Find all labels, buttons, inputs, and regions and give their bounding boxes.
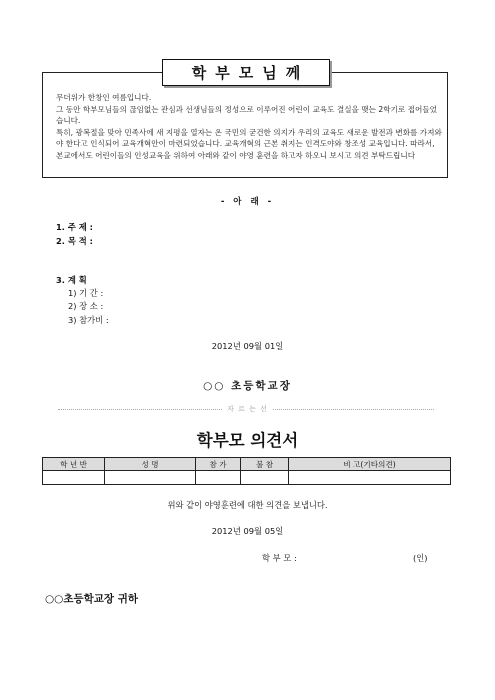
notice-title: 학부모님께: [162, 59, 330, 86]
absent-cell[interactable]: [241, 471, 289, 485]
cut-line-label: [0, 404, 495, 414]
notice-paragraph-1: 무더위가 한창인 여름입니다.: [56, 93, 152, 102]
remarks-cell[interactable]: [289, 471, 451, 485]
plan-label: 3. 계 획: [56, 275, 87, 285]
grade-class-cell[interactable]: [43, 471, 105, 485]
col-absent: 불 참: [241, 458, 289, 471]
purpose-label: 2. 목 적 :: [56, 236, 93, 246]
place-label: 2) 장 소 :: [68, 301, 104, 311]
form-title: 학부모 의견서: [196, 431, 299, 450]
fee-label: 3) 참가비 :: [68, 315, 109, 325]
col-remarks: 비 고(기타의견): [289, 458, 451, 471]
cut-line-text: 자 르 는 선: [223, 405, 272, 413]
col-name: 성 명: [105, 458, 196, 471]
below-heading: - 아 래 -: [220, 197, 275, 207]
name-cell[interactable]: [105, 471, 196, 485]
seal-mark: (인): [413, 553, 428, 563]
form-date: 2012년 09월 05일: [211, 526, 284, 536]
subject-label: 1. 주 제 :: [56, 222, 93, 232]
addressee: ○○초등학교장 귀하: [45, 593, 138, 605]
issue-date: 2012년 09월 01일: [211, 341, 284, 351]
attend-cell[interactable]: [196, 471, 241, 485]
principal-name: ○○ 초등학교장: [203, 380, 292, 392]
notice-paragraph-3: 특히, 광복절을 맞아 민족사에 새 지평을 열자는 온 국민의 굳건한 의지가 우리의 교육도 새로운 발전과 변화를 가져와야 한다고 인식되어 교육개혁안이 마련되었습니다. 교육개혁의 근본 취지는 인격도야와 창조성 교육입니다. 따라서, 본교에서도 어린이들의 인성교육을 위하여 아래와 같이 야영 훈련을 하고자 하오니 보시고 의견 부탁드립니다: [56, 127, 442, 160]
notice-paragraph-2: 그 동안 학부모님들의 끊임없는 관심과 선생님들의 정성으로 이루어진 어린이 교육도 결실을 맺는 2학기로 접어들었습니다.: [56, 104, 437, 126]
opinion-header-row: [43, 458, 451, 471]
opinion-input-row: [43, 471, 451, 485]
opinion-table: [42, 457, 451, 485]
send-statement: 위와 같이 야영훈련에 대한 의견을 보냅니다.: [167, 500, 328, 510]
parent-signature-label: 학 부 모 :: [262, 553, 297, 563]
col-attend: 참 가: [196, 458, 241, 471]
period-label: 1) 기 간 :: [68, 288, 104, 298]
col-grade-class: 학 년 반: [43, 458, 105, 471]
notice-body: [56, 92, 442, 162]
